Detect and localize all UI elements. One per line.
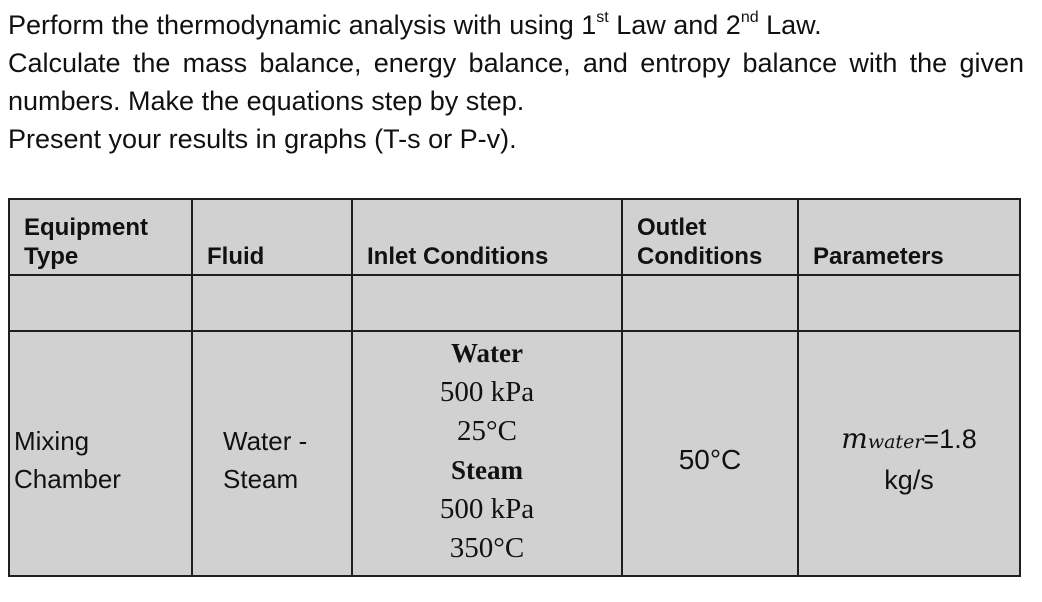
inlet-conditions-cell (352, 331, 622, 576)
outlet-header-line-1: Outlet (637, 214, 707, 241)
inlet-water-pressure: 500 kPa (439, 376, 535, 408)
table-header-row (9, 199, 1020, 275)
empty-cell (622, 275, 798, 331)
mixing-chamber-row (9, 331, 1020, 576)
equipment-header-line-2: Type (24, 243, 79, 270)
inlet-water-label: Water (451, 338, 523, 368)
mass-flow-symbol: m (841, 422, 868, 455)
outlet-conditions-header (622, 199, 798, 275)
problem-data-table (8, 198, 1019, 575)
outlet-conditions-cell: 50°C (622, 331, 798, 576)
parameters-header: Parameters (798, 199, 1020, 275)
mass-flow-subscript: water (867, 431, 924, 453)
empty-cell (9, 275, 192, 331)
water-mass-flow-line (841, 424, 976, 454)
instruction-line-3: Present your results in graphs (T-s or P-v). (8, 124, 517, 154)
thermodynamic-conditions-table (8, 198, 1021, 577)
fluid-line-2: Steam (223, 463, 299, 494)
inlet-steam-pressure: 500 kPa (439, 493, 535, 525)
fluid-header: Fluid (192, 199, 352, 275)
empty-cell (798, 275, 1020, 331)
equipment-header-line-1: Equipment (24, 214, 148, 241)
empty-table-row (9, 275, 1020, 331)
mass-flow-unit: kg/s (884, 465, 934, 495)
inlet-steam-temperature: 350°C (449, 532, 525, 564)
inlet-conditions-header: Inlet Conditions (352, 199, 622, 275)
equipment-type-cell (9, 331, 192, 576)
mass-flow-value: =1.8 (923, 424, 977, 454)
instructions (8, 6, 1024, 158)
instruction-line-1-end: Law. (758, 10, 822, 40)
instruction-line-1-middle: Law and 2 (608, 10, 741, 40)
equipment-type-header (9, 199, 192, 275)
first-law-superscript: st (596, 9, 609, 26)
second-law-superscript: nd (740, 9, 759, 26)
instruction-line-1 (8, 6, 1024, 44)
outlet-header-line-2: Conditions (637, 243, 763, 270)
equipment-type-line-2: Chamber (14, 463, 121, 494)
fluid-line-1: Water - (223, 425, 308, 456)
inlet-steam-label: Steam (451, 455, 523, 485)
instruction-line-1-start: Perform the thermodynamic analysis with using 1 (8, 10, 597, 40)
empty-cell (352, 275, 622, 331)
parameters-cell (798, 331, 1020, 576)
empty-cell (192, 275, 352, 331)
inlet-water-temperature: 25°C (457, 415, 517, 447)
instruction-paragraph-2: Calculate the mass balance, energy balance, and entropy balance with the given numbers. Make the equations step by step. (8, 48, 1024, 116)
fluid-cell (192, 331, 352, 576)
equipment-type-line-1: Mixing (14, 425, 90, 456)
